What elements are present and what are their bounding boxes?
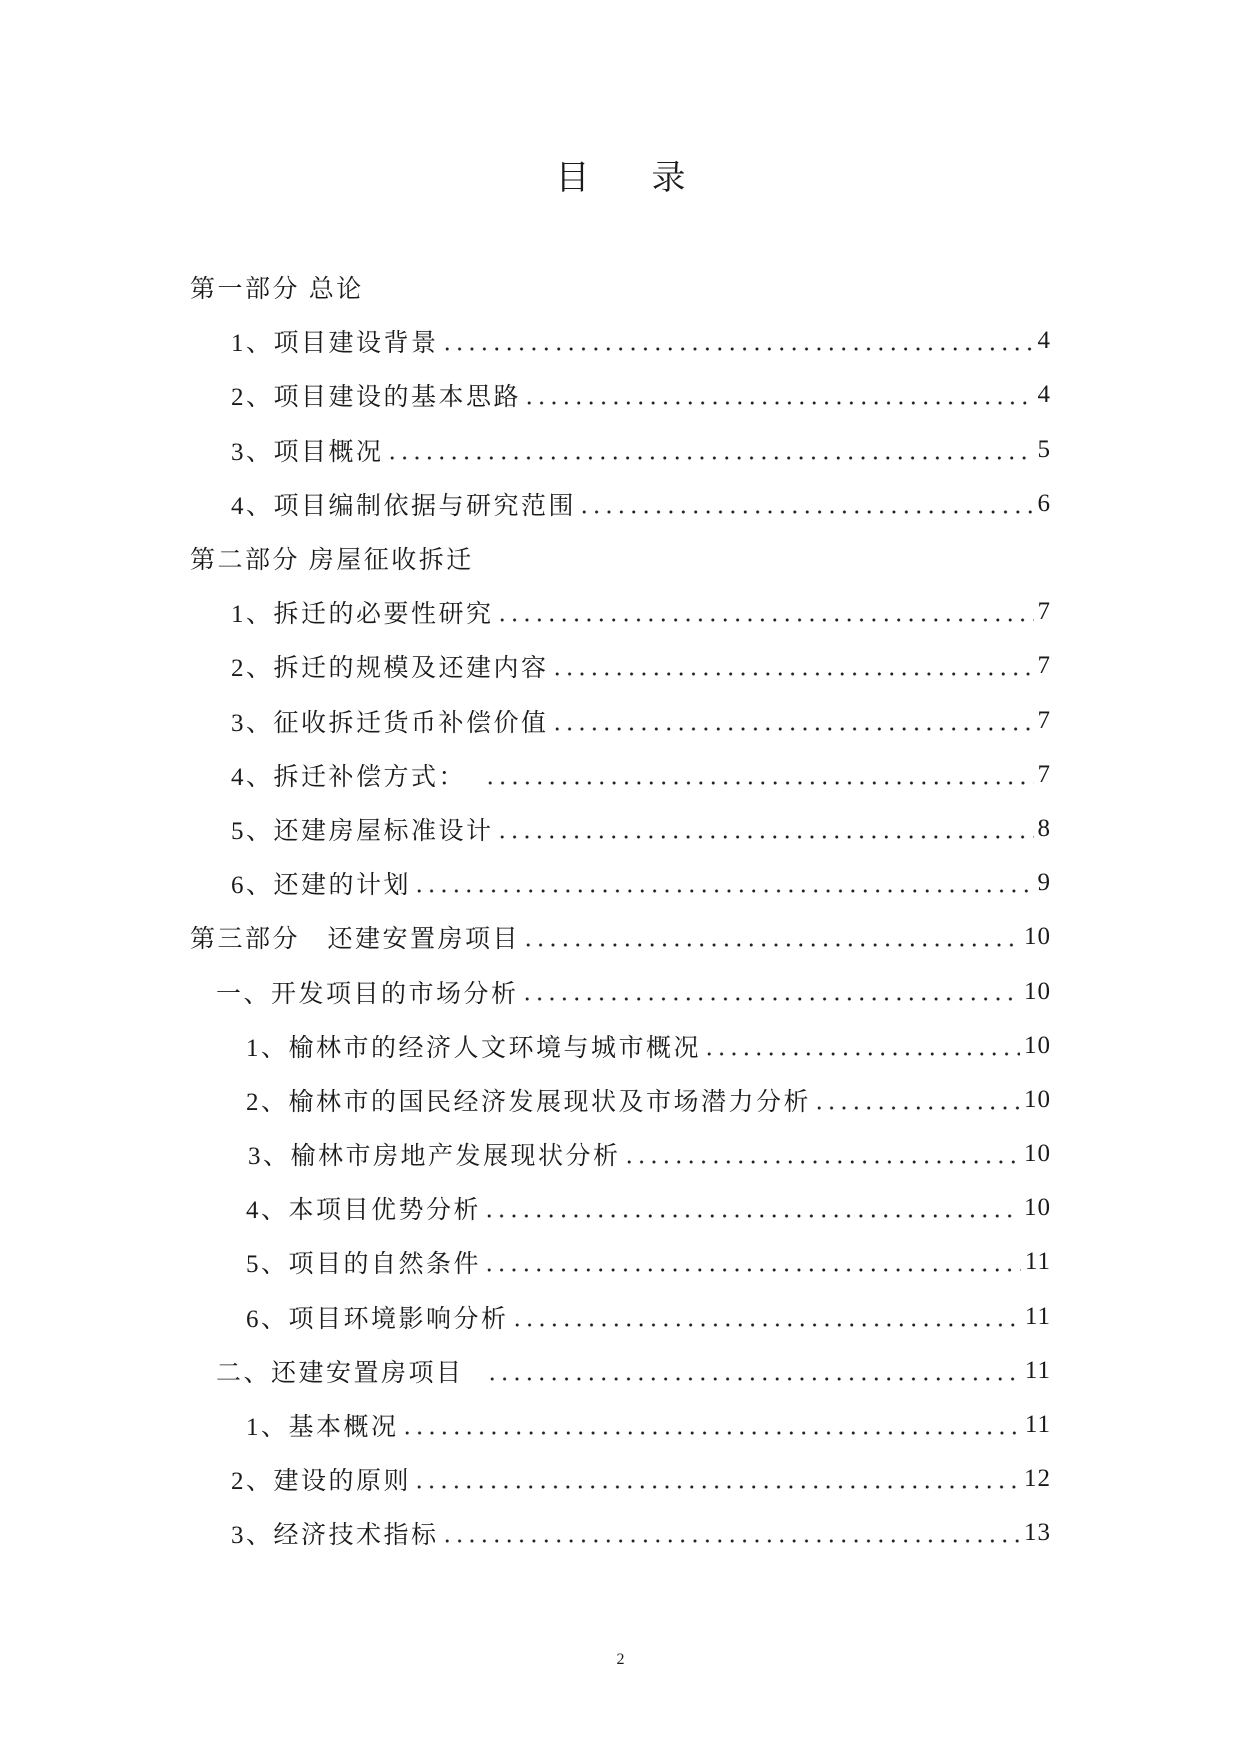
toc-leader-dots bbox=[496, 802, 1034, 856]
toc-entry bbox=[0, 368, 1051, 422]
toc-entry bbox=[0, 856, 1051, 910]
toc-leader-dots bbox=[441, 1506, 1020, 1560]
toc-leader-dots bbox=[484, 748, 1033, 802]
toc-leader-dots bbox=[483, 1235, 1021, 1289]
toc-page-number: 10 bbox=[1024, 1031, 1051, 1059]
toc-page-number: 11 bbox=[1024, 1411, 1051, 1439]
toc-page-number: 11 bbox=[1024, 1356, 1051, 1384]
toc-entry bbox=[0, 314, 1051, 368]
toc-part-heading bbox=[0, 260, 1051, 314]
toc-page-number: 5 bbox=[1037, 435, 1051, 463]
toc-entry-text: 4、项目编制依据与研究范围 bbox=[231, 492, 577, 520]
toc-page-number: 4 bbox=[1037, 327, 1051, 355]
toc-entry bbox=[0, 1290, 1051, 1344]
toc-entry-text: 3、征收拆迁货币补偿价值 bbox=[231, 709, 549, 737]
toc-entry-text: 第二部分 房屋征收拆迁 bbox=[190, 547, 474, 575]
toc-entry-text: 2、建设的原则 bbox=[231, 1468, 412, 1496]
toc-page-number: 7 bbox=[1037, 760, 1051, 788]
toc-leader-dots bbox=[523, 368, 1033, 422]
toc-page-number: 11 bbox=[1024, 1248, 1051, 1276]
toc-entry-text: 二、还建安置房项目 bbox=[216, 1359, 473, 1387]
toc-section-heading bbox=[0, 1344, 1051, 1398]
toc-entry-text: 一、开发项目的市场分析 bbox=[216, 980, 519, 1008]
toc-entry-text: 3、榆林市房地产发展现状分析 bbox=[248, 1143, 621, 1171]
toc-entry bbox=[0, 639, 1051, 693]
toc-leader-dots bbox=[521, 964, 1020, 1018]
toc-section-heading bbox=[0, 964, 1051, 1018]
toc-leader-dots bbox=[486, 1344, 1021, 1398]
toc-entry-text: 2、拆迁的规模及还建内容 bbox=[231, 655, 549, 683]
toc-page-number: 9 bbox=[1037, 869, 1051, 897]
toc-entry-text: 第一部分 总论 bbox=[190, 276, 364, 304]
toc-leader-dots bbox=[401, 1398, 1021, 1452]
toc-entry bbox=[0, 1398, 1051, 1452]
toc-entry-text: 3、项目概况 bbox=[231, 438, 384, 466]
toc-leader-dots bbox=[511, 1290, 1021, 1344]
toc-leader-dots bbox=[413, 1452, 1020, 1506]
toc-page-number: 12 bbox=[1024, 1465, 1051, 1493]
toc-entry-text: 2、榆林市的国民经济发展现状及市场潜力分析 bbox=[246, 1088, 812, 1116]
toc-entry bbox=[0, 585, 1051, 639]
toc-page-number: 10 bbox=[1024, 1194, 1051, 1222]
toc-leader-dots bbox=[522, 910, 1020, 964]
toc-entry-text: 1、基本概况 bbox=[246, 1414, 399, 1442]
toc-leader-dots bbox=[578, 477, 1033, 531]
toc-entry-text: 6、项目环境影响分析 bbox=[246, 1305, 509, 1333]
toc-page-number: 10 bbox=[1024, 1140, 1051, 1168]
toc-page-number: 10 bbox=[1024, 977, 1051, 1005]
toc-entry bbox=[0, 1235, 1051, 1289]
toc-entry-text: 2、项目建设的基本思路 bbox=[231, 384, 522, 412]
toc-entry bbox=[0, 1019, 1051, 1073]
toc-leader-dots bbox=[413, 856, 1033, 910]
toc-title: 目 录 bbox=[555, 160, 700, 197]
toc-entry bbox=[0, 1452, 1051, 1506]
toc-entry bbox=[0, 477, 1051, 531]
toc-leader-dots bbox=[551, 694, 1034, 748]
toc-leader-dots bbox=[483, 1181, 1020, 1235]
toc-part-heading bbox=[0, 910, 1051, 964]
toc-entry bbox=[0, 748, 1051, 802]
toc-entry-text: 1、项目建设背景 bbox=[231, 330, 439, 358]
toc-leader-dots bbox=[623, 1127, 1020, 1181]
toc-page-number: 10 bbox=[1024, 923, 1051, 951]
toc-entry bbox=[0, 1181, 1051, 1235]
toc-entry bbox=[0, 694, 1051, 748]
toc-entry-text: 1、榆林市的经济人文环境与城市概况 bbox=[246, 1034, 702, 1062]
page-number: 2 bbox=[616, 1651, 625, 1668]
toc-leader-dots bbox=[386, 423, 1034, 477]
toc-leader-dots bbox=[813, 1073, 1020, 1127]
toc-leader-dots bbox=[703, 1019, 1020, 1073]
toc-entry-text: 5、项目的自然条件 bbox=[246, 1251, 482, 1279]
toc-leader-dots bbox=[441, 314, 1034, 368]
toc-entry bbox=[0, 1127, 1051, 1181]
toc-entry-text: 第三部分 还建安置房项目 bbox=[190, 926, 521, 954]
toc-entry-text: 6、还建的计划 bbox=[231, 872, 412, 900]
toc-page-number: 8 bbox=[1037, 814, 1051, 842]
toc-page-number: 7 bbox=[1037, 598, 1051, 626]
toc-page-number: 13 bbox=[1024, 1519, 1051, 1547]
toc-page-number: 7 bbox=[1037, 652, 1051, 680]
toc-entry-text: 5、还建房屋标准设计 bbox=[231, 817, 494, 845]
toc-entry-text: 4、拆迁补偿方式： bbox=[231, 763, 467, 791]
toc-entry bbox=[0, 423, 1051, 477]
toc-page-number: 11 bbox=[1024, 1302, 1051, 1330]
toc-entry bbox=[0, 802, 1051, 856]
toc-page-number: 4 bbox=[1037, 381, 1051, 409]
toc-entry-text: 1、拆迁的必要性研究 bbox=[231, 601, 494, 629]
toc-page-number: 7 bbox=[1037, 706, 1051, 734]
toc-leader-dots bbox=[551, 639, 1034, 693]
toc-part-heading bbox=[0, 531, 1051, 585]
table-of-contents bbox=[0, 260, 1051, 1561]
toc-page-number: 6 bbox=[1037, 489, 1051, 517]
toc-entry-text: 3、经济技术指标 bbox=[231, 1522, 439, 1550]
toc-entry bbox=[0, 1073, 1051, 1127]
toc-leader-dots bbox=[496, 585, 1034, 639]
toc-entry-text: 4、本项目优势分析 bbox=[246, 1197, 482, 1225]
toc-page-number: 10 bbox=[1024, 1085, 1051, 1113]
toc-entry bbox=[0, 1506, 1051, 1560]
